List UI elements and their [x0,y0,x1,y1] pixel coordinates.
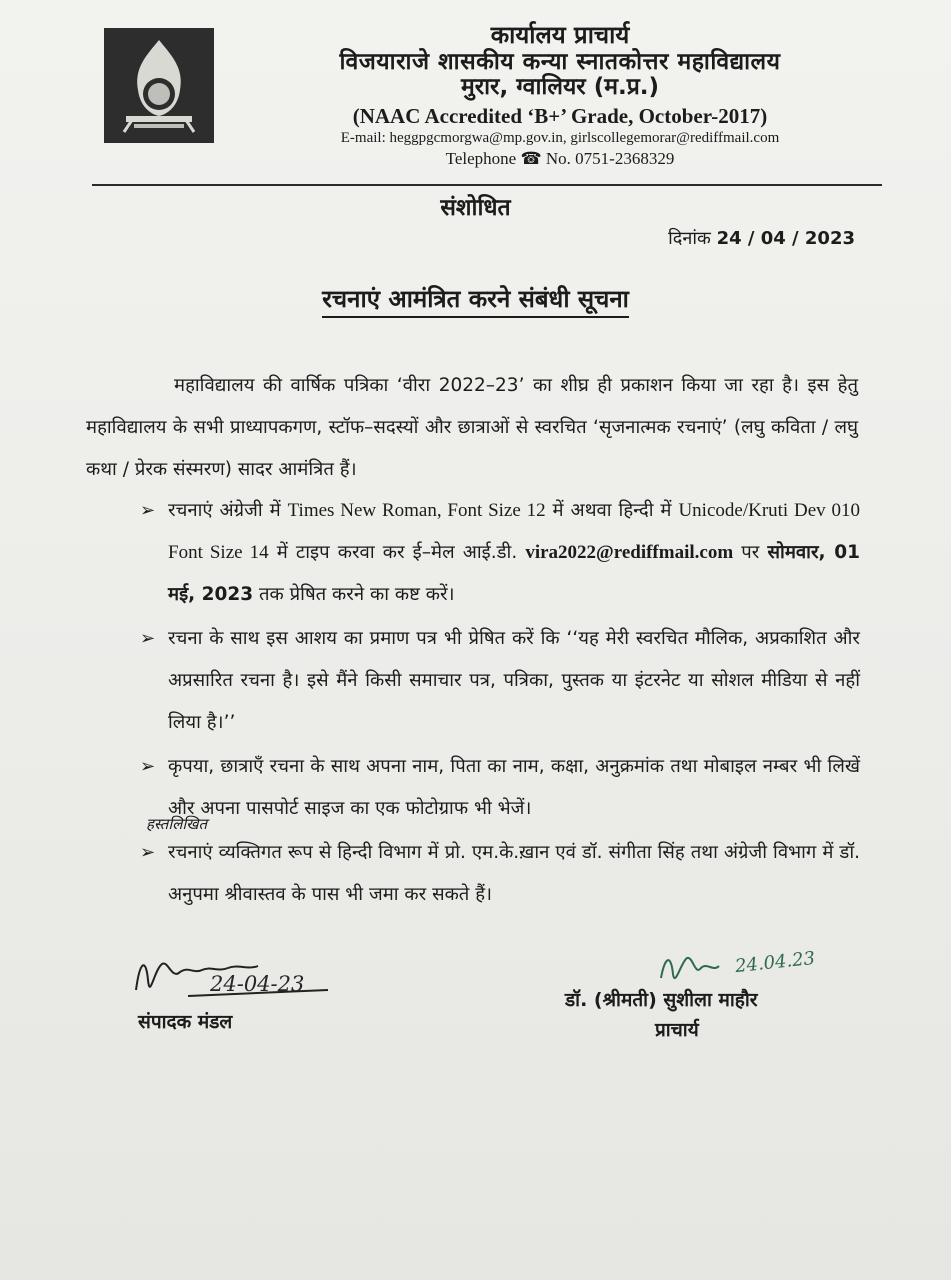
arrow-bullet-icon: ➢ [140,500,156,521]
instruction-item-certificate [140,618,860,744]
instruction-item-format [140,490,860,616]
instruction-text: में टाइप करवा कर ई–मेल आई.डी. [268,542,526,563]
principal-signature-date: 24.04.23 [734,947,817,978]
instruction-text: में अथवा हिन्दी में [545,500,679,521]
submission-email: vira2022@rediffmail.com [525,542,734,563]
intro-paragraph: महाविद्यालय की वार्षिक पत्रिका ‘वीरा 2022–23’ का शीघ्र ही प्रकाशन किया जा रहा है। इस हेतु महाविद्यालय के सभी प्राध्यापकगण, स्टॉफ–सदस्यों और छात्राओं से स्वरचित ‘सृजनात्मक रचनाएं’ (लघु कविता / लघु कथा / प्रेरक संस्मरण) सादर आमंत्रित हैं। [86,375,858,480]
arrow-bullet-icon: ➢ [140,842,156,863]
instruction-text: कृपया, छात्राएँ रचना के साथ अपना नाम, पिता का नाम, कक्षा, अनुक्रमांक तथा मोबाइल नम्बर भी लिखें और अपना पासपोर्ट साइज का एक फोटोग्राफ भी भेजें। [168,756,860,819]
notice-subject [0,282,951,315]
submission-deadline: सोमवार, 01 मई, 2023 [168,542,860,605]
arrow-bullet-icon: ➢ [140,628,156,649]
instruction-text: रचना के साथ इस आशय का प्रमाण पत्र भी प्रेषित करें कि ‘‘यह मेरी स्वरचित मौलिक, अप्रकाशित और अप्रसारित रचना है। इसे मैंने किसी समाचार पत्र, पत्रिका, पुस्तक या इंटरनेट या सोशल मीडिया से नहीं लिया है।’’ [168,628,860,733]
hindi-font-spec: Unicode/Kruti Dev 010 Font Size 14 [168,500,860,563]
contact-email: E-mail: heggpgcmorgwa@mp.gov.in, girlscollegemorar@rediffmail.com [340,130,780,146]
subject-text: रचनाएं आमंत्रित करने संबंधी सूचना [322,285,629,318]
phone-number: No. 0751-2368329 [545,149,675,168]
principal-title: प्राचार्य [655,1019,699,1041]
arrow-bullet-icon: ➢ [140,756,156,777]
naac-accreditation: (NAAC Accredited ‘B+’ Grade, October-2017) [352,104,768,128]
instruction-text: पर [733,542,768,563]
phone-label: Telephone [445,149,517,168]
instruction-item-student-details [140,746,860,830]
college-name: विजयाराजे शासकीय कन्या स्नातकोत्तर महाविद्यालय [339,49,781,75]
instruction-text: रचनाएं व्यक्तिगत रूप से हिन्दी विभाग में प्रो. एम.के.ख़ान एवं डॉ. संगीता सिंह तथा अंग्रेजी विभाग में डॉ. अनुपमा श्रीवास्तव के पास भी जमा कर सकते हैं। [168,842,860,905]
english-font-spec: Times New Roman, Font Size 12 [287,500,546,521]
editorial-signature-date: 24-04-23 [210,972,305,996]
telephone-icon: ☎ [520,149,542,168]
principal-name: डॉ. (श्रीमती) सुशीला माहौर [565,989,758,1011]
date-label: दिनांक [668,228,711,249]
handwritten-annotation: हस्तलिखित [146,815,208,833]
revised-label: संशोधित [440,195,511,221]
notice-date [668,226,855,250]
date-value: 24 / 04 / 2023 [716,228,855,249]
editorial-board-label: संपादक मंडल [138,1011,233,1033]
office-heading: कार्यालय प्राचार्य [490,21,630,49]
college-emblem-logo [104,28,214,143]
contact-phone [200,149,920,169]
instruction-list [140,490,860,918]
header-divider [92,184,882,186]
instruction-text: तक प्रेषित करने का कष्ट करें। [253,584,455,605]
college-city: मुरार, ग्वालियर (म.प्र.) [460,74,660,100]
instruction-text: रचनाएं अंग्रेजी में [168,500,288,521]
instruction-item-submission-in-person [140,832,860,916]
